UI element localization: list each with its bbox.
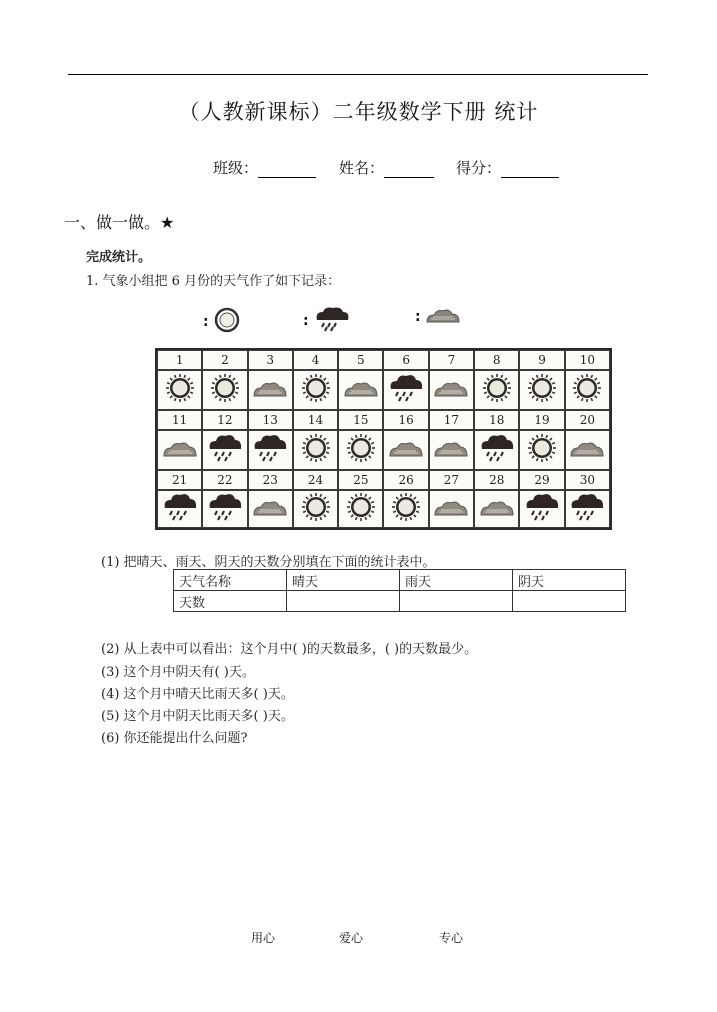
rain-icon (479, 433, 515, 467)
sun-icon (572, 373, 602, 407)
calendar-day-number: 28 (474, 470, 519, 490)
calendar-day-number: 9 (519, 350, 564, 370)
page-title: （人教新课标）二年级数学下册 统计 (178, 100, 539, 124)
calendar-day-number: 11 (157, 410, 202, 430)
sun-icon (346, 433, 376, 467)
calendar-weather-cell (157, 430, 202, 470)
legend-sunny-sep: : (203, 314, 209, 330)
rain-icon (569, 492, 605, 526)
class-field (213, 157, 316, 178)
calendar-weather-cell (474, 490, 519, 528)
cloud-icon (162, 438, 198, 462)
calendar-day-number: 18 (474, 410, 519, 430)
cloud-icon (433, 438, 469, 462)
calendar-day-number: 14 (293, 410, 338, 430)
calendar-weather-cell (383, 370, 428, 410)
rain-icon (524, 492, 560, 526)
calendar-day-number: 24 (293, 470, 338, 490)
calendar-day-number: 10 (565, 350, 610, 370)
name-field (339, 157, 434, 178)
calendar-day-number: 30 (565, 470, 610, 490)
calendar-weather-cell (157, 490, 202, 528)
sub-question-6: (6) 你还能提出什么问题? (101, 731, 248, 746)
calendar-weather-cell (474, 370, 519, 410)
calendar-day-number: 15 (338, 410, 383, 430)
calendar-weather-cell (248, 370, 293, 410)
stat-table-days-row (174, 591, 626, 612)
legend-rainy-sep: : (303, 313, 309, 329)
calendar-day-number: 1 (157, 350, 202, 370)
sun-icon (346, 492, 376, 526)
stat-header-cell: 天气名称 (174, 570, 287, 591)
cloud-icon (343, 378, 379, 402)
name-blank[interactable] (384, 162, 434, 178)
sun-icon (213, 306, 241, 338)
stat-header-cell: 晴天 (287, 570, 400, 591)
stat-answer-cell-sunny[interactable] (287, 591, 400, 612)
calendar-day-number: 16 (383, 410, 428, 430)
calendar-day-number: 12 (202, 410, 247, 430)
calendar-day-number: 6 (383, 350, 428, 370)
calendar-day-number: 8 (474, 350, 519, 370)
legend-rainy (303, 306, 351, 336)
calendar-weather-cell (565, 490, 610, 528)
calendar-day-number: 17 (429, 410, 474, 430)
rain-icon (207, 492, 243, 526)
sun-icon (210, 373, 240, 407)
rain-icon (313, 306, 351, 336)
calendar-day-number: 2 (202, 350, 247, 370)
cloud-icon (388, 438, 424, 462)
cloud-icon (433, 497, 469, 521)
calendar-day-number: 3 (248, 350, 293, 370)
sun-icon (301, 492, 331, 526)
legend-sunny (203, 306, 241, 338)
sun-icon (301, 373, 331, 407)
calendar-weather-cell (338, 370, 383, 410)
stat-header-cell: 阴天 (513, 570, 626, 591)
sun-icon (527, 373, 557, 407)
sub-question-4: (4) 这个月中晴天比雨天多( )天。 (101, 687, 294, 702)
calendar-day-number: 13 (248, 410, 293, 430)
sub-question-3: (3) 这个月中阴天有( )天。 (101, 665, 255, 680)
calendar-day-number: 7 (429, 350, 474, 370)
calendar-weather-cell (248, 490, 293, 528)
sun-icon (527, 433, 557, 467)
score-blank[interactable] (501, 162, 559, 178)
sun-icon (301, 433, 331, 467)
legend-cloudy (415, 306, 461, 328)
class-label: 班级： (213, 159, 259, 177)
rain-icon (162, 492, 198, 526)
calendar-weather-cell (293, 490, 338, 528)
footer-text-3: 专心 (439, 931, 464, 945)
calendar-weather-cell (293, 430, 338, 470)
footer-text-1: 用心 (251, 931, 276, 945)
calendar-day-number: 22 (202, 470, 247, 490)
cloud-icon (479, 497, 515, 521)
stat-row-label: 天数 (174, 591, 287, 612)
cloud-icon (252, 378, 288, 402)
section-heading: 一、做一做。★ (64, 213, 175, 232)
question-1: 1. 气象小组把 6 月份的天气作了如下记录： (86, 274, 341, 289)
stat-table-header-row (174, 570, 626, 591)
sub-question-1: (1) 把晴天、雨天、阴天的天数分别填在下面的统计表中。 (101, 555, 436, 570)
calendar-day-number: 26 (383, 470, 428, 490)
weather-calendar (155, 348, 612, 530)
calendar-weather-cell (519, 490, 564, 528)
calendar-day-number: 4 (293, 350, 338, 370)
calendar-day-number: 23 (248, 470, 293, 490)
calendar-day-number: 19 (519, 410, 564, 430)
stat-header-cell: 雨天 (400, 570, 513, 591)
calendar-weather-cell (157, 370, 202, 410)
stat-answer-cell-cloudy[interactable] (513, 591, 626, 612)
calendar-weather-cell (383, 490, 428, 528)
rain-icon (388, 373, 424, 407)
legend-cloudy-sep: : (415, 309, 421, 325)
calendar-weather-cell (383, 430, 428, 470)
footer-text-2: 爱心 (339, 931, 364, 945)
calendar-day-number: 21 (157, 470, 202, 490)
top-rule (68, 74, 648, 75)
sub-question-2: (2) 从上表中可以看出：这个月中( )的天数最多，( )的天数最少。 (101, 642, 478, 657)
rain-icon (252, 433, 288, 467)
stat-table (173, 569, 626, 612)
calendar-weather-cell (519, 430, 564, 470)
calendar-weather-cell (519, 370, 564, 410)
calendar-day-number: 5 (338, 350, 383, 370)
calendar-weather-cell (474, 430, 519, 470)
score-label: 得分： (456, 159, 502, 177)
calendar-day-number: 29 (519, 470, 564, 490)
calendar-weather-cell (565, 370, 610, 410)
calendar-weather-cell (565, 430, 610, 470)
calendar-weather-cell (202, 370, 247, 410)
calendar-weather-cell (338, 490, 383, 528)
cloud-icon (433, 378, 469, 402)
rain-icon (207, 433, 243, 467)
sun-icon (482, 373, 512, 407)
cloud-icon (569, 438, 605, 462)
stat-answer-cell-rainy[interactable] (400, 591, 513, 612)
calendar-weather-cell (248, 430, 293, 470)
calendar-weather-cell (429, 490, 474, 528)
calendar-day-number: 20 (565, 410, 610, 430)
sub-question-5: (5) 这个月中阴天比雨天多( )天。 (101, 709, 294, 724)
score-field (456, 157, 559, 178)
calendar-weather-cell (429, 370, 474, 410)
cloud-icon (252, 497, 288, 521)
sun-icon (391, 492, 421, 526)
instruction: 完成统计。 (86, 250, 152, 265)
class-blank[interactable] (258, 162, 316, 178)
calendar-day-number: 27 (429, 470, 474, 490)
calendar-weather-cell (202, 490, 247, 528)
calendar-weather-cell (338, 430, 383, 470)
calendar-day-number: 25 (338, 470, 383, 490)
name-label: 姓名： (339, 159, 385, 177)
sun-icon (165, 373, 195, 407)
calendar-weather-cell (202, 430, 247, 470)
calendar-weather-cell (293, 370, 338, 410)
calendar-weather-cell (429, 430, 474, 470)
cloud-icon (425, 306, 461, 328)
